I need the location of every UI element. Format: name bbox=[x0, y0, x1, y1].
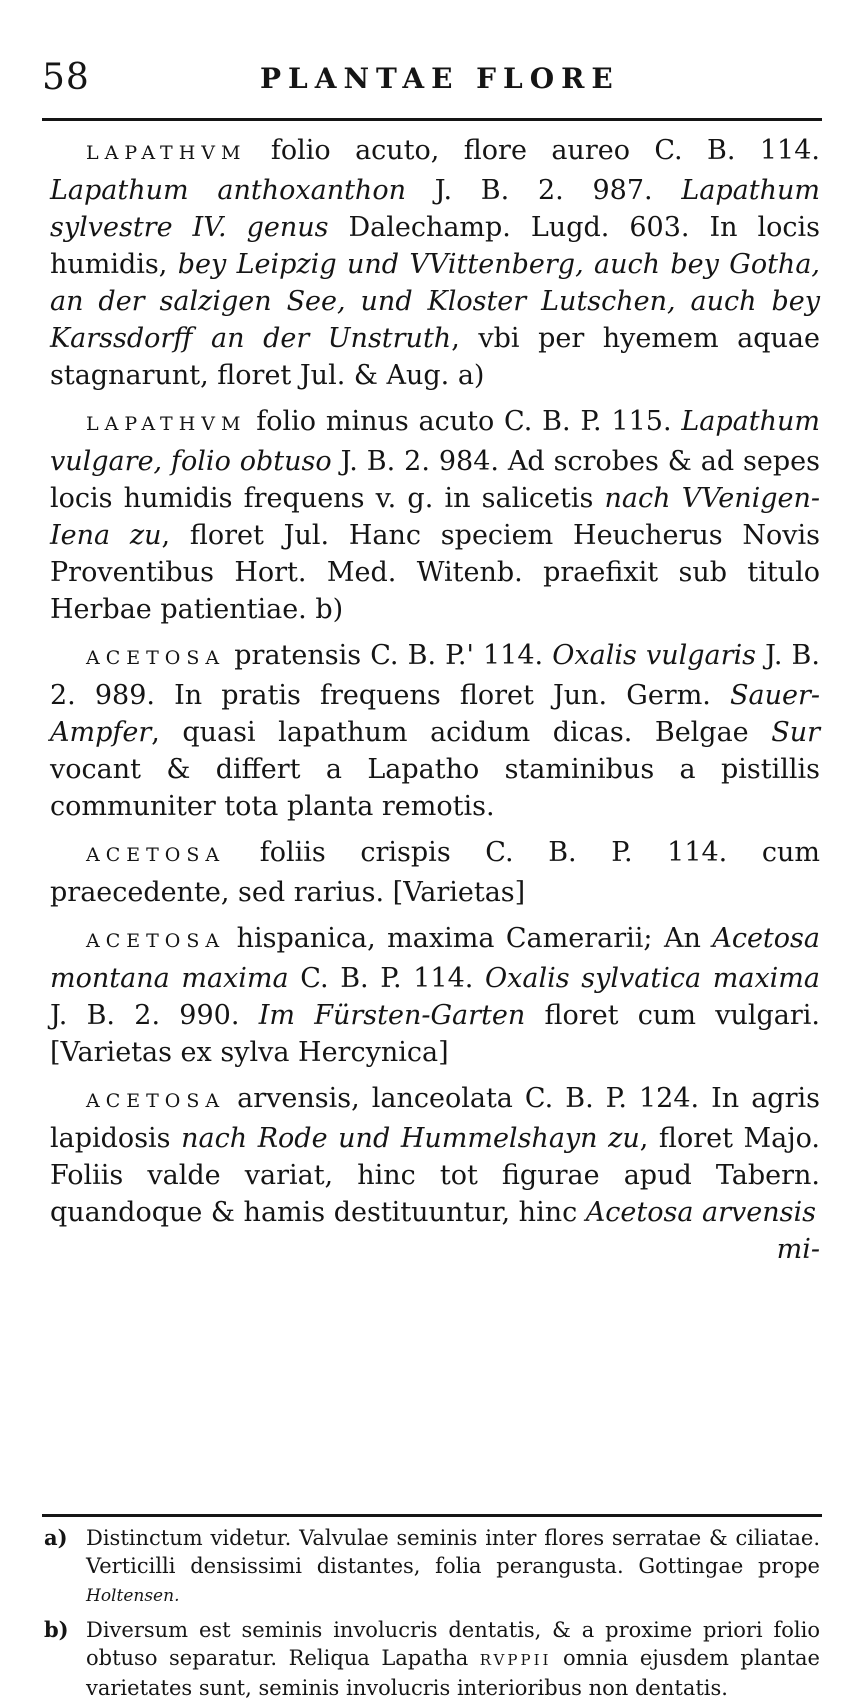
genus-name: ACETOSA bbox=[86, 647, 226, 669]
entry-acetosa-pratensis bbox=[50, 637, 820, 825]
entry-text: Dalechamp. Lugd. 603. In locis humidis, bbox=[50, 212, 820, 280]
entry-lapathum-minus-acuto bbox=[50, 403, 820, 628]
entry-acetosa-hispanica bbox=[50, 920, 820, 1071]
entry-text: folio minus acuto C. B. P. 115. bbox=[246, 406, 682, 437]
entry-lapathum-acuto bbox=[50, 132, 820, 394]
page-header bbox=[42, 58, 822, 108]
running-title: PLANTAE FLORE bbox=[260, 62, 620, 95]
entry-italic: nach VVenigen-Iena zu bbox=[50, 483, 820, 551]
footnote-text bbox=[86, 1524, 820, 1610]
entry-acetosa-arvensis bbox=[50, 1080, 820, 1268]
footnote-mark: b) bbox=[44, 1617, 69, 1642]
genus-name: ACETOSA bbox=[86, 930, 226, 952]
genus-name: LAPATHVM bbox=[86, 142, 247, 164]
footnote-rule bbox=[42, 1514, 822, 1517]
genus-name: ACETOSA bbox=[86, 844, 226, 866]
entry-text: J. B. 2. 989. In pratis frequens floret Jun. Germ. bbox=[50, 640, 820, 711]
catchword: mi- bbox=[776, 1234, 820, 1265]
entry-italic: Acetosa montana maxima bbox=[50, 923, 820, 994]
footnote-body: omnia ejusdem plantae varietates sunt, seminis involucris interioribus non dentatis. bbox=[86, 1646, 820, 1700]
entry-text: pratensis C. B. P.' 114. bbox=[225, 640, 553, 671]
entry-italic: Lapathum sylvestre IV. genus bbox=[50, 175, 820, 243]
entry-italic: nach Rode und Hummelshayn zu bbox=[181, 1123, 640, 1154]
footnote-text bbox=[86, 1616, 820, 1702]
footnote-italic: Holtensen. bbox=[86, 1586, 180, 1606]
entry-italic: Acetosa arvensis bbox=[585, 1197, 817, 1228]
entry-text: J. B. 2. 987. bbox=[405, 175, 682, 206]
footnote-body: Distinctum videtur. Valvulae seminis inter flores serratae & ciliatae. Verticilli densissimi distantes, folia perangusta. Gottingae prope bbox=[86, 1526, 820, 1578]
entry-italic: bey Leipzig und VVittenberg, auch bey Gotha, an der salzigen See, und Kloster Lutschen, auch bey Karssdorff an der Unstruth bbox=[50, 249, 820, 354]
entry-italic: Im Fürsten-Garten bbox=[258, 1000, 526, 1031]
entry-text: foliis crispis C. B. P. 114. cum praecedente, sed rarius. [Varietas] bbox=[50, 837, 820, 908]
header-rule bbox=[42, 118, 822, 121]
footnote-a bbox=[44, 1524, 820, 1610]
entry-acetosa-crispa bbox=[50, 834, 820, 911]
entry-italic: Oxalis vulgaris bbox=[552, 640, 756, 671]
entry-italic: Sauer-Ampfer bbox=[50, 680, 820, 748]
footnotes bbox=[44, 1524, 820, 1708]
entry-text: , vbi per hyemem aquae stagnarunt, floret Jul. & Aug. a) bbox=[50, 323, 821, 391]
entry-text: hispanica, maxima Camerarii; An bbox=[225, 923, 713, 954]
entry-text: C. B. P. 114. bbox=[288, 963, 486, 994]
entry-text: floret cum vulgari. [Varietas ex sylva Hercynica] bbox=[50, 1000, 820, 1068]
page-number: 58 bbox=[42, 57, 90, 98]
entry-italic: Lapathum anthoxanthon bbox=[50, 175, 406, 206]
entry-text: folio acuto, flore aureo C. B. 114. bbox=[246, 135, 820, 166]
genus-name: ACETOSA bbox=[86, 1090, 226, 1112]
footnote-b bbox=[44, 1616, 820, 1702]
entry-italic: Sur bbox=[771, 717, 820, 748]
entry-text: arvensis, lanceolata C. B. P. 124. In agris lapidosis bbox=[50, 1083, 820, 1154]
entry-text: J. B. 2. 984. Ad scrobes & ad sepes locis humidis frequens v. g. in salicetis bbox=[50, 446, 820, 514]
footnote-body: Diversum est seminis involucris dentatis, & a proxime priori folio obtuso separatur. Reliqua Lapatha bbox=[86, 1618, 820, 1670]
entry-text: vocant & differt a Lapatho staminibus a pistillis communiter tota planta remotis. bbox=[50, 754, 820, 822]
genus-name: LAPATHVM bbox=[86, 413, 247, 435]
entry-italic: Lapathum vulgare, folio obtuso bbox=[50, 406, 820, 477]
entry-text: , quasi lapathum acidum dicas. Belgae bbox=[151, 717, 772, 748]
entry-italic: Oxalis sylvatica maxima bbox=[485, 963, 821, 994]
entry-text: , floret Majo. Foliis valde variat, hinc tot figurae apud Tabern. quandoque & hamis destituuntur, hinc bbox=[50, 1123, 821, 1228]
footnote-mark: a) bbox=[44, 1525, 68, 1550]
entry-text: J. B. 2. 990. bbox=[50, 1000, 259, 1031]
entry-text: , floret Jul. Hanc speciem Heucherus Novis Proventibus Hort. Med. Witenb. praefixit sub titulo Herbae patientiae. b) bbox=[50, 520, 820, 625]
main-text bbox=[50, 132, 820, 1277]
footnote-smallcaps: RVPPII bbox=[479, 1651, 552, 1669]
